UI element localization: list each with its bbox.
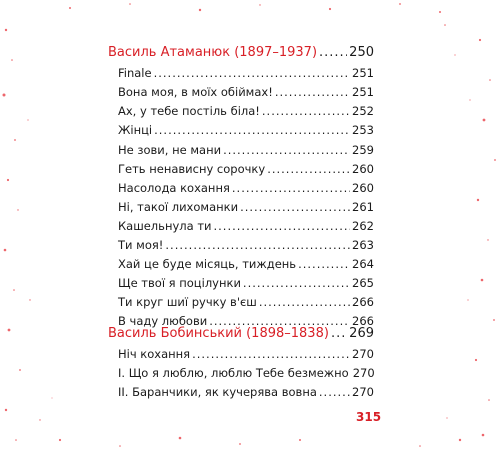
entry-page-number: 251 xyxy=(352,85,374,100)
entry-title: Насолода кохання xyxy=(118,180,230,195)
leader-dots xyxy=(243,274,350,292)
entry-title: Не зови, не мани xyxy=(118,142,222,157)
entry-title: Ні, такої лихоманки xyxy=(118,199,239,214)
entry-page-number: 252 xyxy=(352,104,374,119)
leader-dots xyxy=(223,141,350,159)
leader-dots xyxy=(154,121,350,139)
leader-dots xyxy=(319,44,347,62)
toc-author-row xyxy=(108,44,374,62)
leader-dots xyxy=(331,325,347,343)
toc-entry-row xyxy=(118,293,374,311)
entry-page-number: 253 xyxy=(352,123,374,138)
entry-page-number: 270 xyxy=(352,385,374,400)
toc-author-row xyxy=(108,325,374,343)
toc-entry-row xyxy=(118,255,374,273)
entry-page-number: 266 xyxy=(352,295,374,310)
entry-page-number: 260 xyxy=(352,180,374,195)
toc-entry-row xyxy=(118,274,374,292)
leader-dots xyxy=(319,383,350,401)
leader-dots xyxy=(214,217,351,235)
leader-dots xyxy=(240,198,350,216)
entry-title: Геть ненависну сорочку xyxy=(118,161,266,176)
author-name: Василь Бобинський (1898–1838) xyxy=(108,326,329,341)
entry-title: Ще твої я поцілунки xyxy=(118,276,241,291)
entry-title: Жінці xyxy=(118,123,153,138)
toc-entry-row xyxy=(118,364,374,382)
entry-page-number: 262 xyxy=(352,218,374,233)
entry-title: Кашельнула ти xyxy=(118,218,212,233)
entry-title: Ти круг шиї ручку в'єш xyxy=(118,295,257,310)
toc-entry-row xyxy=(118,383,374,401)
leader-dots xyxy=(298,255,350,273)
entry-page-number: 270 xyxy=(352,366,375,381)
entry-page-number: 265 xyxy=(352,276,374,291)
leader-dots xyxy=(275,83,350,101)
toc-entry-row xyxy=(118,64,374,82)
author-page-number: 250 xyxy=(349,45,374,60)
toc-entry-row xyxy=(118,121,374,139)
author-name: Василь Атаманюк (1897–1937) xyxy=(108,45,318,60)
page-number: 315 xyxy=(356,410,382,424)
leader-dots xyxy=(232,179,350,197)
entry-title: Finale xyxy=(118,66,152,81)
author-page-number: 269 xyxy=(349,326,374,341)
entry-page-number: 259 xyxy=(352,142,374,157)
toc-entry-row xyxy=(118,217,374,235)
entry-page-number: 261 xyxy=(352,199,374,214)
entry-title: Ах, у тебе постіль біла! xyxy=(118,104,260,119)
entry-page-number: 266 xyxy=(352,314,374,329)
toc-entry-row xyxy=(118,345,374,363)
entry-title: Ти моя! xyxy=(118,238,164,252)
leader-dots xyxy=(262,102,350,120)
toc-entry-row xyxy=(118,102,374,120)
toc-entry-row xyxy=(118,198,374,216)
toc-entry-row xyxy=(118,160,374,178)
entry-page-number: 270 xyxy=(352,347,374,362)
entry-page-number: 264 xyxy=(352,257,374,272)
leader-dots xyxy=(154,64,350,82)
leader-dots xyxy=(192,345,350,363)
entry-title: І. Що я люблю, люблю Тебе безмежно xyxy=(118,366,349,381)
toc-entry-row xyxy=(118,141,374,159)
toc-entry-row xyxy=(118,236,374,254)
leader-dots xyxy=(165,236,350,254)
leader-dots xyxy=(259,293,350,311)
toc-entry-row xyxy=(118,179,374,197)
entry-page-number: 263 xyxy=(352,238,374,252)
entry-title: ІІ. Баранчики, як кучерява вовна xyxy=(118,385,317,400)
entry-title: Ніч кохання xyxy=(118,347,191,362)
entry-page-number: 251 xyxy=(352,66,374,81)
entry-title: Хай це буде місяць, тиждень xyxy=(118,257,297,272)
entry-title: Вона моя, в моїх обіймах! xyxy=(118,85,273,100)
leader-dots xyxy=(267,160,350,178)
entry-title: В чаду любови xyxy=(118,314,208,329)
entry-page-number: 260 xyxy=(352,161,374,176)
toc-entry-row xyxy=(118,83,374,101)
